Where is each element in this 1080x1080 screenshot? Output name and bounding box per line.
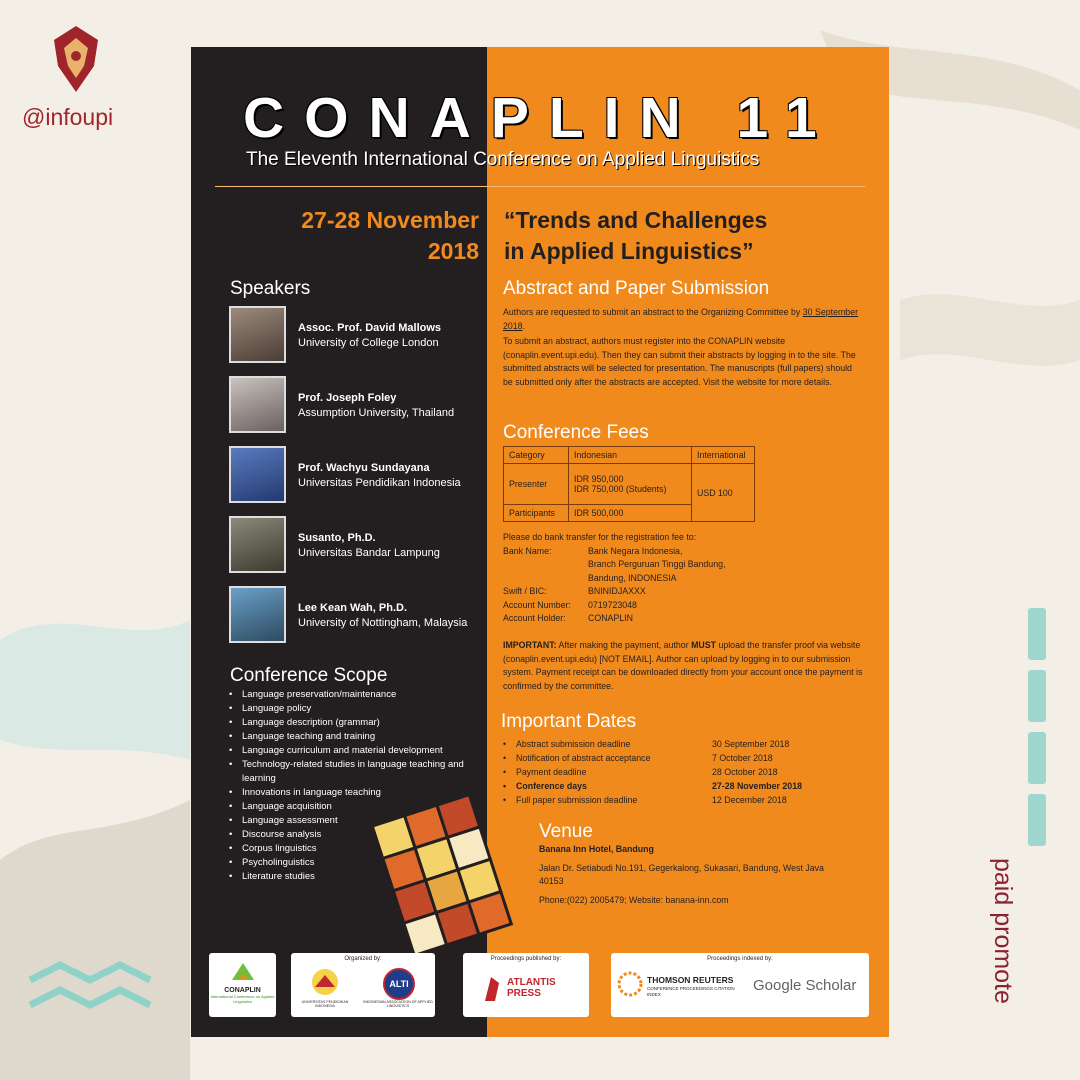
date-value: 30 September 2018	[712, 739, 790, 749]
presenter-student-fee: IDR 750,000 (Students)	[574, 484, 667, 494]
list-item: • Language acquisition	[229, 800, 474, 814]
conaplin-logo-box	[209, 953, 276, 1017]
bank-value: 0719723048	[588, 599, 637, 610]
speaker-affiliation: Universitas Pendidikan Indonesia	[298, 477, 461, 489]
important-label: IMPORTANT:	[503, 640, 557, 650]
submission-paragraph-2: To submit an abstract, authors must register into the CONAPLIN website (conaplin.event.upi.edu). Then they can submit their abstracts by logging in to the site. The submitted abstracts will be selected for presentation. The manuscripts (full papers) should be submitted only after the abstracts are accepted. Visit the website for more details.	[503, 336, 856, 387]
conaplin-logo-icon	[229, 960, 257, 982]
list-item: • Language assessment	[229, 814, 474, 828]
date-value: 12 December 2018	[712, 795, 787, 805]
bank-intro: Please do bank transfer for the registration fee to:	[503, 532, 697, 542]
list-item	[503, 779, 873, 793]
conference-date	[221, 205, 479, 267]
venue-heading: Venue	[539, 821, 593, 842]
speaker-name: Prof. Joseph Foley	[298, 392, 397, 404]
submission-heading: Abstract and Paper Submission	[503, 278, 770, 299]
venue-name: Banana Inn Hotel, Bandung	[539, 844, 654, 854]
conaplin-logo-text: CONAPLIN	[224, 987, 261, 994]
submission-paragraph-1	[503, 306, 861, 333]
bank-row	[503, 572, 863, 586]
date-label: Payment deadline	[516, 767, 587, 777]
indexers-box	[611, 953, 869, 1017]
speaker-affiliation: Universitas Bandar Lampung	[298, 547, 440, 559]
presenter-fee: IDR 950,000	[574, 474, 624, 484]
list-item: • Discourse analysis	[229, 828, 474, 842]
submission-deadline-date: 30 September 2018	[503, 307, 859, 331]
speaker-affiliation: University of College London	[298, 337, 439, 349]
submission-deadline-intro: Authors are requested to submit an abstract to the Organizing Committee by	[503, 307, 801, 317]
table-header: Category	[504, 447, 569, 464]
upi-logo-icon	[309, 967, 341, 997]
table-cell	[569, 464, 692, 505]
payment-notice	[503, 639, 865, 693]
thomson-logo-text: THOMSON REUTERS	[647, 975, 734, 985]
atlantis-logo-text: ATLANTIS PRESS	[507, 977, 556, 999]
speaker-name: Assoc. Prof. David Mallows	[298, 322, 442, 334]
date-value: 7 October 2018	[712, 753, 773, 763]
paid-promote-label: paid promote	[989, 858, 1017, 1004]
speaker-photo	[229, 516, 286, 573]
table-cell: Presenter	[504, 464, 569, 505]
date-label: Conference days	[516, 781, 587, 791]
theme-line-1: “Trends and Challenges	[504, 207, 768, 233]
speaker-card	[229, 516, 484, 578]
thomson-reuters-icon	[617, 971, 643, 997]
bank-value: Branch Perguruan Tinggi Bandung,	[588, 559, 726, 569]
date-label: Full paper submission deadline	[516, 795, 638, 805]
bank-value: BNINIDJAXXX	[588, 586, 646, 596]
published-by-label: Proceedings published by:	[490, 956, 562, 962]
alti-logo-text: ALTI	[383, 968, 415, 1000]
google-scholar-logo: Google Scholar	[753, 977, 857, 994]
bank-label: Account Holder:	[503, 613, 566, 623]
list-item: • Language description (grammar)	[229, 716, 474, 730]
table-header: Indonesian	[569, 447, 692, 464]
list-item: • Literature studies	[229, 870, 474, 884]
date-value: 27-28 November 2018	[712, 781, 802, 791]
bank-row	[503, 599, 863, 613]
list-item: • Language teaching and training	[229, 730, 474, 744]
poster-subtitle: The Eleventh International Conference on Applied Linguistics	[246, 149, 760, 170]
conference-theme	[504, 205, 874, 267]
venue-address: Jalan Dr. Setiabudi No.191, Gegerkalong, Sukasari, Bandung, West Java 40153	[539, 862, 824, 886]
date-label: Notification of abstract acceptance	[516, 753, 651, 763]
speaker-photo	[229, 586, 286, 643]
organized-by-label: Organized by:	[344, 956, 382, 962]
submission-text	[503, 306, 861, 389]
indexed-by-label: Proceedings indexed by:	[707, 956, 773, 962]
speaker-name: Lee Kean Wah, Ph.D.	[298, 602, 408, 614]
list-item: • Technology-related studies in language teaching and learning	[229, 758, 474, 786]
speaker-card	[229, 586, 484, 648]
list-item	[503, 793, 873, 807]
table-row	[504, 447, 755, 464]
header-divider	[215, 186, 865, 187]
thomson-logo-subtext: CONFERENCE PROCEEDINGS CITATION INDEX	[647, 986, 735, 997]
bank-row	[503, 545, 863, 559]
venue-info	[539, 843, 839, 907]
list-item: • Psycholinguistics	[229, 856, 474, 870]
bank-value: CONAPLIN	[588, 613, 633, 623]
bank-row	[503, 585, 863, 599]
rubik-cube-illustration	[353, 787, 533, 977]
theme-line-2: in Applied Linguistics”	[504, 238, 754, 264]
speaker-name: Prof. Wachyu Sundayana	[298, 462, 430, 474]
venue-contact: Phone:(022) 2005479; Website: banana-inn.com	[539, 894, 729, 905]
alti-logo-subtext: INDONESIAN ASSOCIATION OF APPLIED LINGUISTICS	[363, 1000, 433, 1008]
speaker-photo	[229, 446, 286, 503]
list-item	[503, 737, 873, 751]
bank-label: Bank Name:	[503, 545, 552, 556]
speaker-affiliation: University of Nottingham, Malaysia	[298, 617, 468, 629]
list-item	[503, 765, 873, 779]
publisher-box	[463, 953, 589, 1017]
speaker-card	[229, 306, 484, 368]
list-item: • Corpus linguistics	[229, 842, 474, 856]
important-dates-list	[503, 737, 873, 807]
bank-label: Account Number:	[503, 599, 571, 610]
table-cell: Participants	[504, 505, 569, 522]
dates-heading: Important Dates	[501, 711, 637, 732]
bank-value: Bank Negara Indonesia,	[588, 545, 683, 556]
fees-heading: Conference Fees	[503, 422, 649, 443]
infoupi-logo	[48, 22, 104, 96]
infoupi-handle: @infoupi	[22, 104, 114, 130]
scope-heading: Conference Scope	[230, 665, 388, 686]
upi-logo-text: UNIVERSITAS PENDIDIKAN INDONESIA	[301, 1000, 349, 1008]
list-item	[503, 751, 873, 765]
speaker-card	[229, 446, 484, 508]
table-cell: USD 100	[692, 464, 755, 522]
date-line-2: 2018	[427, 238, 479, 264]
conaplin-logo-subtext: International Conference on Applied Linguistics	[210, 994, 275, 1004]
fees-table	[503, 446, 755, 522]
speakers-heading: Speakers	[230, 278, 311, 299]
table-cell: IDR 500,000	[569, 505, 692, 522]
speaker-affiliation: Assumption University, Thailand	[298, 407, 455, 419]
date-value: 28 October 2018	[712, 767, 778, 777]
bank-value: Bandung, INDONESIA	[588, 572, 677, 583]
list-item: • Language curriculum and material development	[229, 744, 474, 758]
bank-label: Swift / BIC:	[503, 586, 547, 596]
important-must: MUST	[691, 640, 716, 650]
speaker-photo	[229, 376, 286, 433]
speaker-photo	[229, 306, 286, 363]
bank-info	[503, 531, 863, 626]
submission-period: .	[522, 320, 526, 331]
conference-poster	[191, 47, 889, 1037]
date-line-1: 27-28 November	[301, 207, 479, 233]
bank-row	[503, 612, 863, 626]
organizers-box	[291, 953, 435, 1017]
table-row	[504, 464, 755, 505]
table-header: International	[692, 447, 755, 464]
speaker-name: Susanto, Ph.D.	[298, 532, 376, 544]
list-item: • Language preservation/maintenance	[229, 688, 474, 702]
important-text-2: upload the transfer proof via website (conaplin.event.upi.edu) [NOT EMAIL]. Author can upload by logging in to our submission system. Payment receipt can be downloaded directly from your account once the payment is confirmed by the committee.	[503, 640, 863, 691]
speaker-card	[229, 376, 484, 438]
poster-title: CONAPLIN 11	[243, 86, 837, 150]
important-text-1: After making the payment, author	[556, 640, 692, 650]
list-item: • Language policy	[229, 702, 474, 716]
list-item: • Innovations in language teaching	[229, 786, 474, 800]
bank-row	[503, 558, 863, 572]
date-label: Abstract submission deadline	[516, 739, 631, 749]
atlantis-logo-icon	[481, 973, 503, 1003]
